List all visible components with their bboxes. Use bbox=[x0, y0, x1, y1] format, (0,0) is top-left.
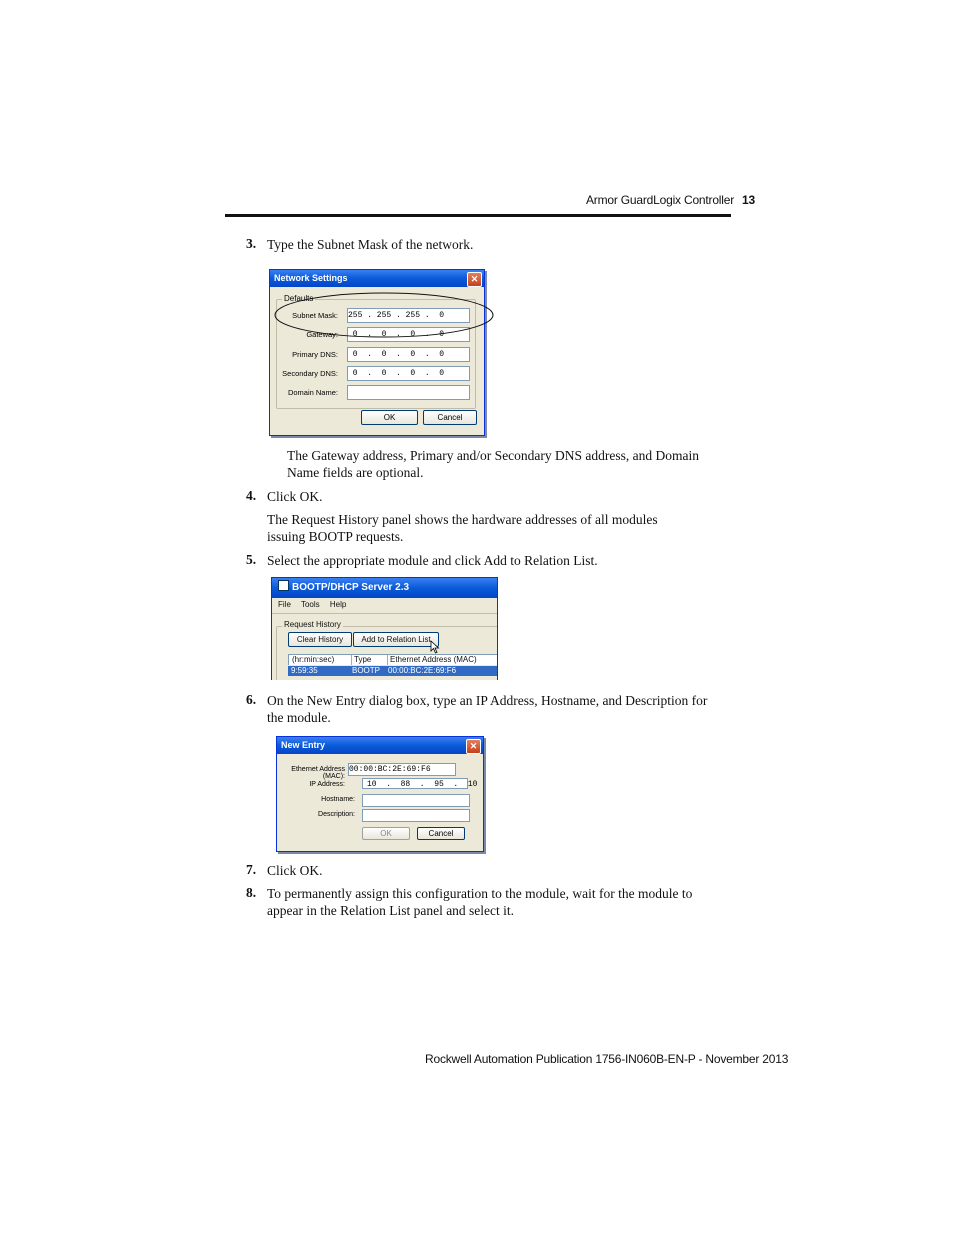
hostname-label: Hostname: bbox=[321, 796, 355, 803]
step-text: Click OK. bbox=[267, 489, 323, 504]
step-number: 3. bbox=[246, 236, 257, 251]
ok-button[interactable]: OK bbox=[361, 410, 418, 425]
close-icon[interactable]: ✕ bbox=[466, 739, 481, 754]
cancel-button[interactable]: Cancel bbox=[417, 827, 465, 840]
gateway-label: Gateway: bbox=[306, 330, 338, 339]
history-table-header bbox=[288, 654, 498, 665]
note-text: The Request History panel shows the hardware addresses of all modules issuing BOOTP requests. bbox=[267, 512, 658, 544]
step-number: 4. bbox=[246, 488, 257, 503]
dialog-titlebar bbox=[277, 737, 483, 754]
row-mac: 00:00:BC:2E:69:F6 bbox=[388, 666, 457, 675]
bootp-window bbox=[271, 577, 498, 680]
menu-file[interactable]: File bbox=[278, 600, 291, 609]
group-label: Defaults bbox=[284, 294, 314, 303]
group-label: Request History bbox=[284, 620, 341, 629]
secondary-dns-field[interactable]: 0 . 0 . 0 . 0 bbox=[347, 366, 470, 381]
step-text: Select the appropriate module and click Add to Relation List. bbox=[267, 553, 598, 568]
ip-address-label: IP Address: bbox=[309, 781, 345, 788]
running-header bbox=[586, 193, 755, 207]
column-header[interactable]: Ethernet Address (MAC) bbox=[387, 655, 477, 665]
new-entry-dialog bbox=[276, 736, 484, 852]
cursor-arrow-icon bbox=[430, 640, 440, 654]
secondary-dns-label: Secondary DNS: bbox=[282, 369, 338, 378]
dialog-title: Network Settings bbox=[274, 273, 348, 283]
step-text: On the New Entry dialog box, type an IP Address, Hostname, and Description for the module. bbox=[267, 693, 708, 725]
table-row[interactable] bbox=[288, 666, 498, 676]
description-field[interactable] bbox=[362, 809, 470, 822]
page-footer: Rockwell Automation Publication 1756-IN060B-EN-P - November 2013 bbox=[425, 1052, 789, 1066]
dialog-title: New Entry bbox=[281, 740, 326, 750]
domain-name-field[interactable] bbox=[347, 385, 470, 400]
header-rule bbox=[225, 214, 731, 217]
subnet-mask-field[interactable]: 255 . 255 . 255 . 0 bbox=[347, 308, 470, 323]
column-header[interactable]: Type bbox=[351, 655, 371, 665]
step-number: 8. bbox=[246, 885, 257, 900]
step-number: 7. bbox=[246, 862, 257, 877]
primary-dns-label: Primary DNS: bbox=[292, 350, 338, 359]
menu-help[interactable]: Help bbox=[329, 600, 347, 609]
step-text: To permanently assign this configuration to the module, wait for the module to appear in the Relation List panel and select it. bbox=[267, 886, 693, 918]
close-icon[interactable]: ✕ bbox=[467, 272, 482, 287]
row-type: BOOTP bbox=[352, 666, 381, 675]
menu-tools[interactable]: Tools bbox=[300, 600, 320, 609]
mac-field[interactable]: 00:00:BC:2E:69:F6 bbox=[348, 763, 456, 776]
step-text: Type the Subnet Mask of the network. bbox=[267, 237, 474, 252]
step-text: Click OK. bbox=[267, 863, 323, 878]
column-header[interactable]: (hr:min:sec) bbox=[292, 655, 335, 664]
menu-bar bbox=[278, 600, 346, 609]
step-number: 5. bbox=[246, 552, 257, 567]
page-number: 13 bbox=[742, 193, 755, 207]
add-to-relation-list-button[interactable]: Add to Relation List bbox=[353, 632, 439, 647]
note-text: The Gateway address, Primary and/or Secondary DNS address, and Domain Name fields are optional. bbox=[287, 448, 700, 480]
row-time: 9:59:35 bbox=[291, 666, 318, 675]
ok-button[interactable]: OK bbox=[362, 827, 410, 840]
subnet-mask-label: Subnet Mask: bbox=[292, 311, 338, 320]
domain-name-label: Domain Name: bbox=[287, 388, 338, 397]
hostname-field[interactable] bbox=[362, 794, 470, 807]
cancel-button[interactable]: Cancel bbox=[423, 410, 477, 425]
mac-label: Ethernet Address (MAC): bbox=[291, 766, 345, 780]
header-title: Armor GuardLogix Controller bbox=[586, 193, 734, 207]
step-number: 6. bbox=[246, 692, 257, 707]
window-title: BOOTP/DHCP Server 2.3 bbox=[292, 582, 410, 593]
clear-history-button[interactable]: Clear History bbox=[288, 632, 352, 647]
description-label: Description: bbox=[318, 811, 355, 818]
ip-address-field[interactable]: 10 . 88 . 95 . 10 bbox=[362, 778, 468, 789]
primary-dns-field[interactable]: 0 . 0 . 0 . 0 bbox=[347, 347, 470, 362]
callout-ellipse bbox=[273, 291, 497, 341]
app-icon bbox=[278, 580, 289, 591]
menu-divider bbox=[272, 613, 497, 614]
gateway-field[interactable]: 0 . 0 . 0 . 0 bbox=[347, 327, 470, 342]
dialog-titlebar bbox=[270, 270, 484, 287]
bootp-titlebar bbox=[272, 578, 497, 598]
